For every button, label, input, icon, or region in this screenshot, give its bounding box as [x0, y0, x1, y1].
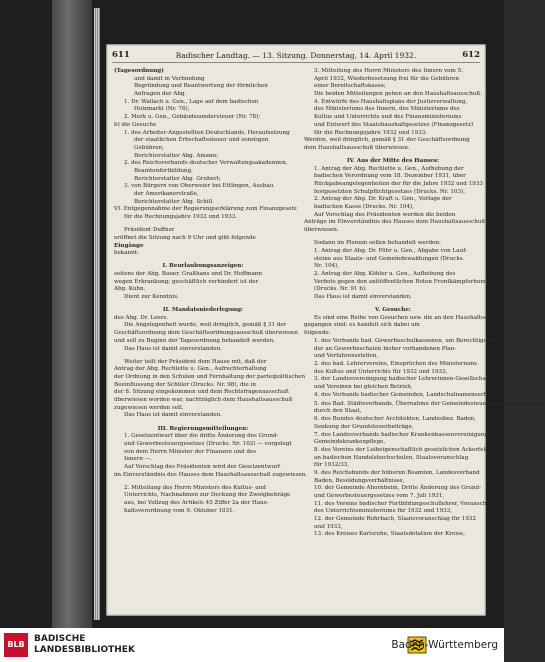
text-line	[304, 302, 482, 306]
text-line: 2. Antrag der Abg. Köhler u. Gen., Aufhebung des	[314, 270, 456, 277]
text-line: April 1932, Wiederbesetzung frei für die Gebühren	[314, 75, 459, 82]
text-line: 7. des Landesverbands badischer Krankenkassenvereinigungen,	[314, 431, 497, 438]
text-line: Begründung und Beantwortung der förmlichen	[134, 83, 268, 90]
text-line: des Ministeriums des Innern, des Ministeriums des	[314, 106, 460, 113]
text-line: IV. Aus der Mitte des Hauses:	[346, 157, 440, 164]
text-line: von dem Herrn Minister der Finanzen und des	[124, 448, 257, 455]
text-line: der 8. Sitzung eingekommen und dem Rechtsfragenausschuß	[114, 389, 289, 396]
text-line	[114, 258, 292, 262]
text-line: Die beiden Mitteilungen gehen an den Haushaltsausschuß.	[314, 91, 482, 98]
text-line: und Verfahrensstellen,	[314, 353, 379, 360]
library-name-line2: LANDESBIBLIOTHEK	[34, 645, 135, 655]
text-line: für die Rechnungsjahre 1932 und 1933.	[314, 129, 428, 136]
text-line: bekannt:	[114, 250, 139, 257]
text-line	[114, 222, 292, 226]
text-line: haltsverordnung vom 9. Oktober 1931.	[124, 507, 235, 514]
library-name-line1: BADISCHE	[34, 634, 86, 644]
text-line: Das Haus ist damit einverstanden.	[314, 294, 412, 301]
text-line: folgende:	[304, 330, 331, 337]
text-line	[304, 153, 482, 157]
text-line: 10. der Gemeinde Ahornheim, Dritte Änderung des Grund-	[314, 485, 481, 492]
text-line: 3. Mitteilung des Herrn Ministers des Innern vom 5.	[314, 68, 463, 74]
left-column	[114, 68, 308, 515]
text-line: der Amerikanerstraße,	[134, 191, 199, 197]
text-line: Sodann im Plenum sollen behandelt werden:	[314, 240, 441, 247]
text-line: Beamtenfortbildung,	[134, 167, 193, 174]
text-line: Gemeindekrankenpflege,	[314, 439, 386, 446]
text-line: 2. des bad. Lehrervereins, Einsprüchen des Ministeriums	[314, 360, 478, 367]
text-line: und 1933,	[314, 523, 343, 530]
text-line: Innern —.	[124, 456, 153, 463]
text-line: im Einverständnis des Hauses dem Haushaltsausschuß zugewiesen.	[114, 471, 308, 478]
text-line: 1. Gesetzentwurf über die dritte Änderung des Grund-	[124, 433, 279, 440]
text-line: 4. Entwürfe des Haushaltsplans der Justizverwaltung,	[314, 98, 468, 105]
text-line: b) die Gesuche	[114, 121, 157, 128]
page-number-left: 611	[112, 50, 130, 60]
text-line: I. Beurlaubungsanzeigen:	[162, 263, 244, 270]
text-line: Verbots gegen den antiöffentlichen Roten Frontkämpferbund	[314, 278, 488, 285]
text-line: Präsident Duffner	[124, 227, 175, 234]
text-line: 2. Merk u. Gen., Gebäudesondersteuer (Nr. 78);	[124, 114, 261, 121]
book-binding	[52, 0, 92, 628]
text-line: Geschäftsordnung dem Geschäftsordnungsausschuß überwiesen	[114, 330, 298, 337]
text-line: eröffnet die Sitzung nach 9 Uhr und gibt folgende	[114, 234, 256, 241]
text-line: für die Rechnungsjahre 1932 und 1933.	[124, 214, 238, 221]
blb-logo[interactable]: BLB	[4, 633, 28, 657]
text-line: durch den Staat,	[314, 408, 362, 415]
text-line: III. Regierungsmitteilungen:	[157, 425, 249, 432]
text-line: 13. des Kreises Karlsruhe, Staatsdotation der Kreise,	[314, 531, 466, 538]
text-line: an badischen Handelshochschulen, Staatsvoranschlag	[314, 454, 469, 461]
footer-bar	[0, 628, 504, 662]
text-line: der an Gewerbeschulen bisher vorhandenen Plan-	[314, 345, 457, 352]
text-line: der staatlichen Erbschaftssteuer und sonstigen	[134, 137, 269, 144]
text-line	[114, 302, 292, 306]
text-line: 1. des Arbeiter-Angestellten Deutschlands, Heraufsetzung	[124, 129, 290, 136]
text-line: Das Haus ist damit einverstanden.	[124, 412, 222, 419]
text-line: II. Mandatsniederlegung:	[162, 307, 244, 314]
text-line: überwiesen.	[304, 227, 339, 234]
text-line: VI. Entgegennahme der Regierungserklärung zum Finanzgesetz	[114, 206, 297, 213]
text-line: steine aus Staats- und Gemeindewaldungen (Drucks.	[314, 255, 465, 262]
text-line: Beeinflussung der Schüler (Drucks. Nr. 98), die in	[114, 381, 256, 388]
text-line: und Vereinen bei gleichen Betrieb,	[314, 383, 413, 390]
text-line: und Gewerbesteuergesetzes vom 7. Juli 1931,	[314, 493, 445, 499]
text-line: Dient zur Kenntnis.	[124, 294, 180, 301]
state-name[interactable]: Baden-Württemberg	[391, 639, 498, 651]
text-line: (Tagesordnung)	[114, 68, 164, 74]
text-line: Abg. Kuhn.	[114, 286, 146, 293]
text-line	[114, 479, 292, 483]
text-line: Das Haus ist damit einverstanden.	[124, 345, 222, 352]
text-line: Antrag der Abg. Rechlette u. Gen., Aufrechterhaltung	[114, 366, 267, 373]
text-line: Holzmarkt (Nr. 76),	[134, 106, 190, 113]
text-line: 2. Mitteilung des Herrn Ministers des Kultus- und	[124, 484, 266, 491]
text-line: 2. des Reichsverbands deutscher Verwaltungsakademien,	[124, 160, 288, 167]
text-line: 9. des Reichsbunds der höheren Beamten, Landesverband	[314, 469, 480, 476]
page-number-right: 612	[462, 50, 480, 60]
text-line: V. Gesuche:	[375, 307, 411, 314]
text-line: überwiesen worden war, nachträglich dem Haushaltsausschuß	[114, 397, 293, 404]
text-line: des Abg. Dr. Leers.	[114, 314, 169, 321]
text-line: festgesetzten Schulpflichtgesetzes (Drucks. Nr. 103),	[314, 188, 466, 195]
text-line: Es sind eine Reihe von Gesuchen usw. die an den Haushaltsausschuß	[314, 314, 511, 321]
header-rule	[112, 62, 480, 63]
text-line: Eingänge	[114, 242, 144, 249]
text-line: Werden, weil dringlich, gemäß § 31 der Geschäftsordnung	[304, 137, 470, 144]
text-line: 2. Antrag der Abg. Dr. Kraft u. Gen., Vorlage der	[314, 196, 452, 203]
text-line: Senkung der Grundsteuerbeiträge,	[314, 423, 414, 430]
text-line: Weiter teilt der Präsident dem Hause mit, daß der	[124, 358, 267, 365]
running-title: Badischer Landtag. — 13. Sitzung. Donnerstag, 14. April 1932.	[175, 51, 417, 60]
text-line: Berichterstatter Abg. Schill.	[134, 198, 215, 205]
text-line: seitens der Abg. Bauer, Graßhans und Dr. Hoffmann	[114, 270, 262, 277]
text-line: 3. der Landesvereinigung badischer Lehrerinnen-Gesellschaften	[314, 376, 498, 383]
text-line: und Gewerbesteuergesetzes (Drucks. Nr. 102) — vorgelegt	[124, 440, 292, 447]
text-line	[114, 420, 292, 424]
text-line: Baden, Besoldungsverhältnisse,	[314, 477, 405, 484]
text-line: und damit in Verbindung	[134, 75, 205, 82]
text-line: für 1932/33,	[314, 462, 350, 469]
text-line: 1. des Verbands bad. Gewerbeschulkassenen, um Berechtigung	[314, 337, 495, 344]
text-line: zugewiesen werden soll.	[114, 404, 184, 411]
text-line: Berichterstatter Abg. Amann;	[134, 152, 219, 159]
text-line: Gebühren,	[134, 144, 164, 151]
text-line: wegen Erkrankung; geschäftlich verhindert ist der	[114, 278, 259, 285]
document-page	[106, 44, 545, 616]
text-line: 12. der Gemeinde Rohrbach, Staatsvoranschlag für 1932	[314, 516, 476, 523]
text-line: 1. Antrag der Abg. Dr. Föhr u. Gen., Abgabe von Lauf-	[314, 247, 467, 254]
text-line: gegangen sind; es handelt sich dabei um	[304, 322, 420, 329]
text-line: Nr. 104),	[314, 263, 340, 270]
text-line: und soll zu Beginn der Tagesordnung behandelt werden.	[114, 337, 275, 344]
text-line: badischen Kasse (Drucks. Nr. 104),	[314, 204, 414, 211]
text-line: 8. des Vereins der Leibeigenschaftlich gesetzlichen Ackerfelder	[314, 446, 495, 453]
text-line: Rückgabeangelegenheiten der für die Jahre 1932 und 1933	[314, 181, 483, 188]
text-line: aus, bei Vollzug des Artikels 45 Ziffer 2a der Haus-	[124, 500, 269, 507]
text-line: Auf Vorschlag des Präsidenten wird der Gesetzentwurf	[124, 463, 280, 470]
text-line: Anfragen der Abg.	[134, 91, 187, 98]
text-line: Kultus und Unterrichts und des Finanzministeriums	[314, 114, 462, 121]
text-line: badischen Verordnung vom 18. Dezember 1931, über	[314, 173, 466, 180]
text-line: des Unterrichtsministeriums für 1932 und 1933,	[314, 508, 453, 515]
page-stack-left	[94, 8, 100, 620]
text-line: des Kultus und Unterrichts für 1932 und 1933,	[314, 368, 448, 375]
library-name[interactable]	[34, 634, 135, 656]
text-line: 1. Antrag der Abg. Rechlette u. Gen., Aufhebung der	[314, 165, 464, 172]
text-line: Berichterstatter Abg. Grubert;	[134, 175, 221, 182]
text-line: Auf Vorschlag des Präsidenten werden die beiden	[314, 211, 456, 218]
text-line: 11. des Vereins badischer Fortbildungsschullehrer, Voranschlag	[314, 500, 496, 507]
text-line: Die Angelegenheit wurde, weil dringlich, gemäß § 31 der	[124, 322, 287, 329]
text-line: der Ordnung in den Schulen und Fernhaltung der parteipolitischen	[114, 374, 306, 380]
text-line: Anträge im Einverständnis des Hauses dem Haushaltsausschuß	[304, 219, 486, 226]
text-line	[304, 235, 482, 239]
text-line	[114, 353, 292, 357]
text-line: 5. des Bad. Städteverbands, Übernahme der Gemeindesteuerabgabenmaßnahme	[314, 400, 545, 407]
text-line: 1. Dr. Wallach u. Gen., Lage auf dem badischen	[124, 98, 259, 105]
text-line: 4. des Verbands badischer Gemeinden, Landschulnamenserhaltung,	[314, 391, 508, 398]
text-line: dem Haushaltsausschuß überwiesen.	[304, 144, 410, 151]
text-line: Unterrichts, Nachnahmen zur Deckung der Zweigbeiträge	[124, 492, 291, 499]
text-line: 6. des Bundes deutscher Architekten, Landesbez. Baden,	[314, 416, 477, 423]
text-line: und Entwurf des Staatshaushaltgesetzes (Finanzgesetz)	[314, 121, 474, 128]
text-line: (Drucks. Nr. 91 b).	[314, 286, 367, 293]
text-line: einer Bereitschaftskasse;	[314, 83, 386, 90]
text-line: 3. von Bürgern von Oberweier bei Ettlingen, Ausbau	[124, 183, 274, 190]
right-column	[304, 68, 545, 539]
